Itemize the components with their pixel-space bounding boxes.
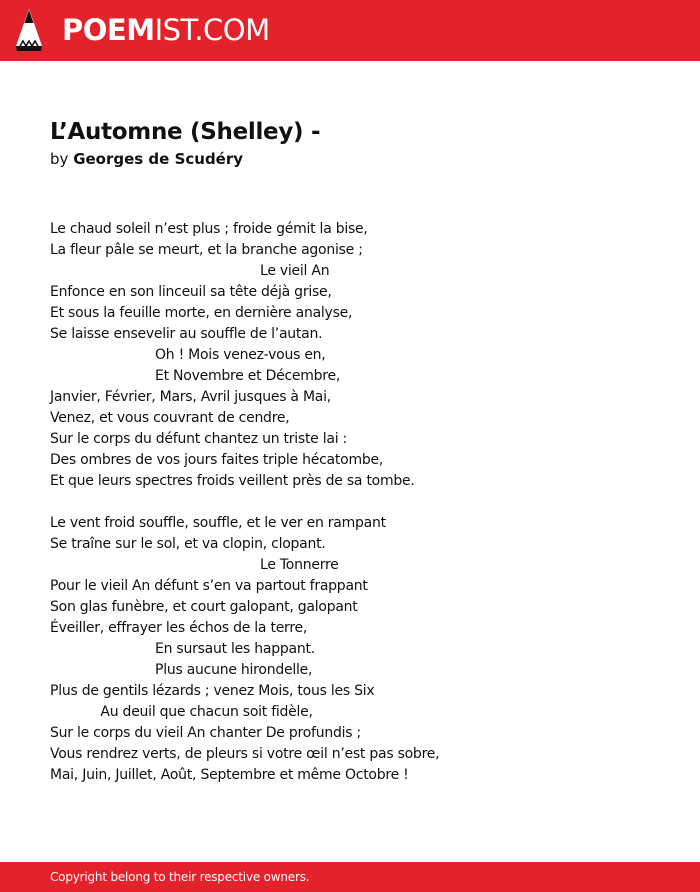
poem-line: La fleur pâle se meurt, et la branche agonise ; <box>50 242 363 258</box>
poem-stanza-1 <box>50 219 670 492</box>
poem-line: Vous rendrez verts, de pleurs si votre œil n’est pas sobre, <box>50 746 440 762</box>
stanza-divider <box>50 492 670 513</box>
poem-line: En sursaut les happant. <box>50 641 315 657</box>
byline-author: Georges de Scudéry <box>73 150 244 168</box>
site-logo[interactable] <box>62 12 270 48</box>
byline-by-label: by <box>50 150 69 168</box>
poem-line: Plus aucune hirondelle, <box>50 662 313 678</box>
poem-title: L’Automne (Shelley) - <box>50 119 321 145</box>
poem-line: Et Novembre et Décembre, <box>50 368 341 384</box>
copyright-text: Copyright belong to their respective owners. <box>50 870 310 884</box>
logo-name-light: IST.COM <box>154 13 270 47</box>
poem-line: Se traîne sur le sol, et va clopin, clopant. <box>50 536 326 552</box>
pencil-mountain-icon[interactable] <box>14 8 44 52</box>
poem-line: Plus de gentils lézards ; venez Mois, tous les Six <box>50 683 375 699</box>
poem-stanza-2 <box>50 513 670 786</box>
poem-line: Le vent froid souffle, souffle, et le ver en rampant <box>50 515 386 531</box>
poem-line: Et sous la feuille morte, en dernière analyse, <box>50 305 353 321</box>
poem-line: Enfonce en son linceuil sa tête déjà grise, <box>50 284 332 300</box>
site-footer <box>0 862 700 892</box>
logo-name-bold: POEM <box>62 13 155 47</box>
poem-line: Pour le vieil An défunt s’en va partout frappant <box>50 578 368 594</box>
poem-line: Au deuil que chacun soit fidèle, <box>50 704 313 720</box>
site-header <box>0 0 700 61</box>
poem-line: Mai, Juin, Juillet, Août, Septembre et même Octobre ! <box>50 767 409 783</box>
poem-line: Sur le corps du vieil An chanter De profundis ; <box>50 725 361 741</box>
poem-body <box>50 219 670 786</box>
poem-line: Janvier, Février, Mars, Avril jusques à Mai, <box>50 389 331 405</box>
poem-line: Oh ! Mois venez-vous en, <box>50 347 326 363</box>
poem-line: Éveiller, effrayer les échos de la terre, <box>50 620 308 636</box>
poem-line: Le chaud soleil n’est plus ; froide gémit la bise, <box>50 221 368 237</box>
poem-byline <box>50 149 243 169</box>
poem-line: Le vieil An <box>50 263 330 279</box>
poem-line: Son glas funèbre, et court galopant, galopant <box>50 599 358 615</box>
poem-line: Sur le corps du défunt chantez un triste lai : <box>50 431 348 447</box>
poem-line: Venez, et vous couvrant de cendre, <box>50 410 290 426</box>
poem-line: Se laisse ensevelir au souffle de l’autan. <box>50 326 323 342</box>
poem-line: Le Tonnerre <box>50 557 339 573</box>
poem-line: Des ombres de vos jours faites triple hécatombe, <box>50 452 384 468</box>
poem-line: Et que leurs spectres froids veillent près de sa tombe. <box>50 473 415 489</box>
